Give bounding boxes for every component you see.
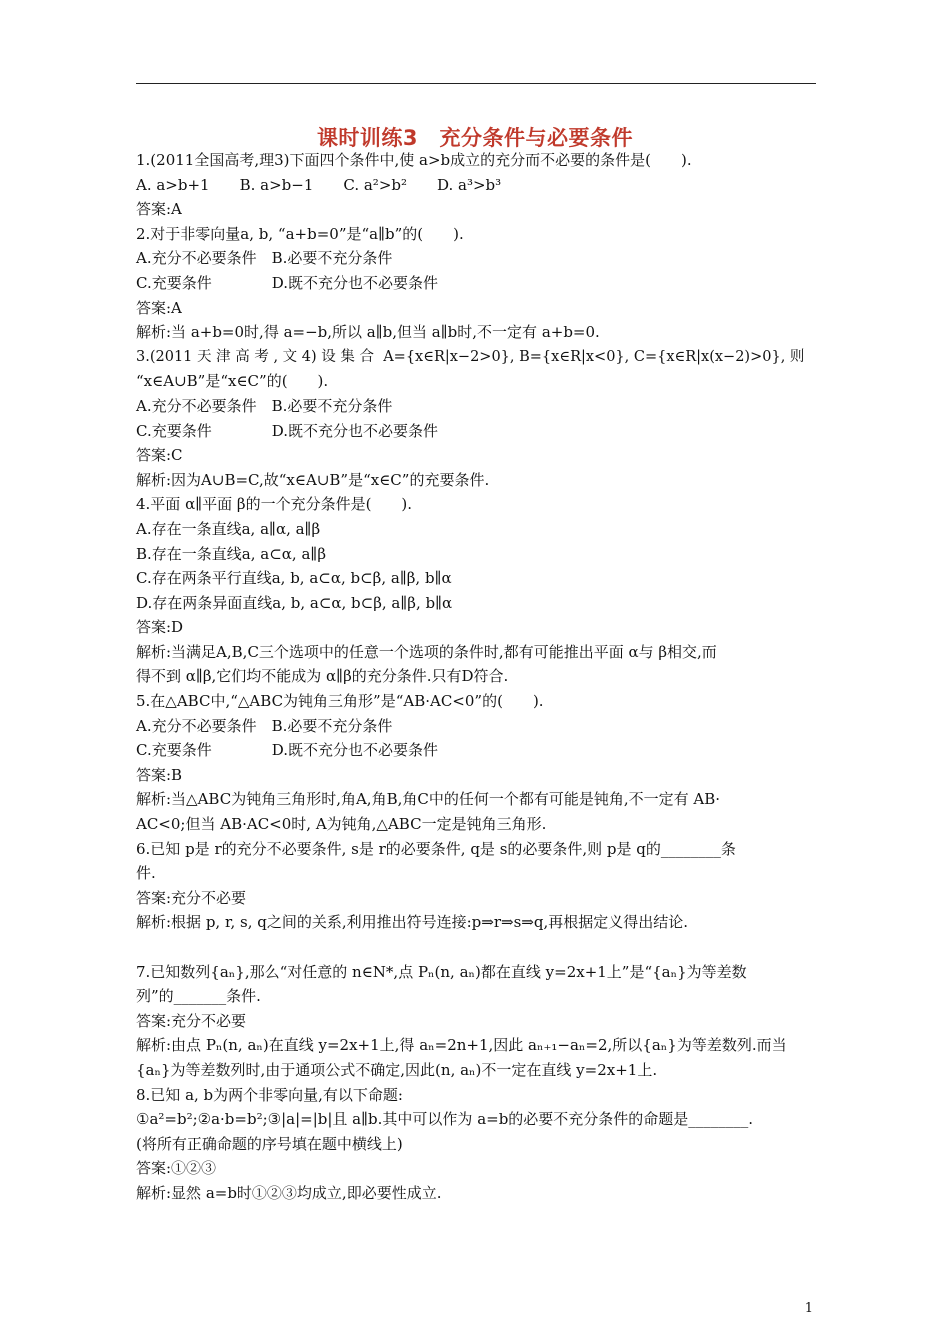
text-line: 件. xyxy=(136,864,156,883)
text-line: 4.平面 α∥平面 β的一个充分条件是( ). xyxy=(136,495,413,514)
text-line: 2.对于非零向量a, b, “a+b=0”是“a∥b”的( ). xyxy=(136,224,464,243)
text-line: 解析:由点 Pₙ(n, aₙ)在直线 y=2x+1上,得 aₙ=2n+1,因此 aₙ₊₁−aₙ=2,所以{aₙ}为等差数列.而当 xyxy=(136,1036,787,1055)
text-line: 答案:充分不必要 xyxy=(136,888,247,907)
text-line: 答案:D xyxy=(136,618,184,637)
text-line: A.存在一条直线a, a∥α, a∥β xyxy=(136,519,321,538)
text-line: 7.已知数列{aₙ},那么“对任意的 n∈N*,点 Pₙ(n, aₙ)都在直线 y=2x+1上”是“{aₙ}为等差数 xyxy=(136,962,747,981)
text-line: {aₙ}为等差数列时,由于通项公式不确定,因此(n, aₙ)不一定在直线 y=2x+1上. xyxy=(136,1060,658,1079)
text-line: 解析:当满足A,B,C三个选项中的任意一个选项的条件时,都有可能推出平面 α与 β相交,而 xyxy=(136,642,717,661)
text-line: AC<0;但当 AB·AC<0时, A为钝角,△ABC一定是钝角三角形. xyxy=(136,815,547,834)
text-line: A.充分不必要条件 B.必要不充分条件 xyxy=(136,249,393,268)
text-line: C.存在两条平行直线a, b, a⊂α, b⊂β, a∥β, b∥α xyxy=(136,569,452,588)
text-line: 答案:C xyxy=(136,446,183,465)
text-line: 答案:①②③ xyxy=(136,1159,217,1178)
page-number: 1 xyxy=(804,1301,813,1316)
text-line: A. a>b+1 B. a>b−1 C. a²>b² D. a³>b³ xyxy=(136,175,502,194)
text-line: 答案:B xyxy=(136,765,183,784)
text-line: 答案:充分不必要 xyxy=(136,1011,247,1030)
text-line: C.充要条件 D.既不充分也不必要条件 xyxy=(136,421,438,440)
text-line: 解析:根据 p, r, s, q之间的关系,利用推出符号连接:p⇒r⇒s⇒q,再根据定义得出结论. xyxy=(136,913,688,932)
text-line: D.存在两条异面直线a, b, a⊂α, b⊂β, a∥β, b∥α xyxy=(136,593,453,612)
text-line: 解析:当 a+b=0时,得 a=−b,所以 a∥b,但当 a∥b时,不一定有 a+b=0. xyxy=(136,323,600,342)
text-line: B.存在一条直线a, a⊂α, a∥β xyxy=(136,544,326,563)
text-line: A.充分不必要条件 B.必要不充分条件 xyxy=(136,716,393,735)
text-line: 解析:当△ABC为钝角三角形时,角A,角B,角C中的任何一个都有可能是钝角,不一定有 AB· xyxy=(136,790,720,809)
text-line: 6.已知 p是 r的充分不必要条件, s是 r的必要条件, q是 s的必要条件,则 p是 q的________条 xyxy=(136,839,736,858)
page-title: 课时训练3 充分条件与必要条件 xyxy=(316,126,634,150)
text-line: 解析:因为A∪B=C,故“x∈A∪B”是“x∈C”的充要条件. xyxy=(136,470,490,489)
document-body xyxy=(136,148,816,1206)
text-line: 解析:显然 a=b时①②③均成立,即必要性成立. xyxy=(136,1183,442,1202)
text-line: 答案:A xyxy=(136,298,182,317)
text-line: 列”的_______条件. xyxy=(136,987,261,1006)
text-line: C.充要条件 D.既不充分也不必要条件 xyxy=(136,741,438,760)
text-line: 8.已知 a, b为两个非零向量,有以下命题: xyxy=(136,1085,403,1104)
text-line: A.充分不必要条件 B.必要不充分条件 xyxy=(136,396,393,415)
text-line: 1.(2011全国高考,理3)下面四个条件中,使 a>b成立的充分而不必要的条件是( ). xyxy=(136,151,692,169)
text-line: 答案:A xyxy=(136,200,182,219)
text-line: C.充要条件 D.既不充分也不必要条件 xyxy=(136,273,438,292)
text-line: ①a²=b²;②a·b=b²;③|a|=|b|且 a∥b.其中可以作为 a=b的必要不充分条件的命题是________. xyxy=(136,1110,754,1129)
blank-line xyxy=(136,935,816,960)
text-line: 3.(2011 天 津 高 考 , 文 4) 设 集 合 A={x∈R|x−2>0}, B={x∈R|x<0}, C={x∈R|x(x−2)>0}, 则 xyxy=(136,348,805,365)
text-line: (将所有正确命题的序号填在题中横线上) xyxy=(136,1134,403,1153)
text-line: 得不到 α∥β,它们均不能成为 α∥β的充分条件.只有D符合. xyxy=(136,667,509,686)
text-line: 5.在△ABC中,“△ABC为钝角三角形”是“AB·AC<0”的( ). xyxy=(136,692,544,711)
text-line: “x∈A∪B”是“x∈C”的( ). xyxy=(136,372,329,391)
header-rule xyxy=(136,83,816,84)
